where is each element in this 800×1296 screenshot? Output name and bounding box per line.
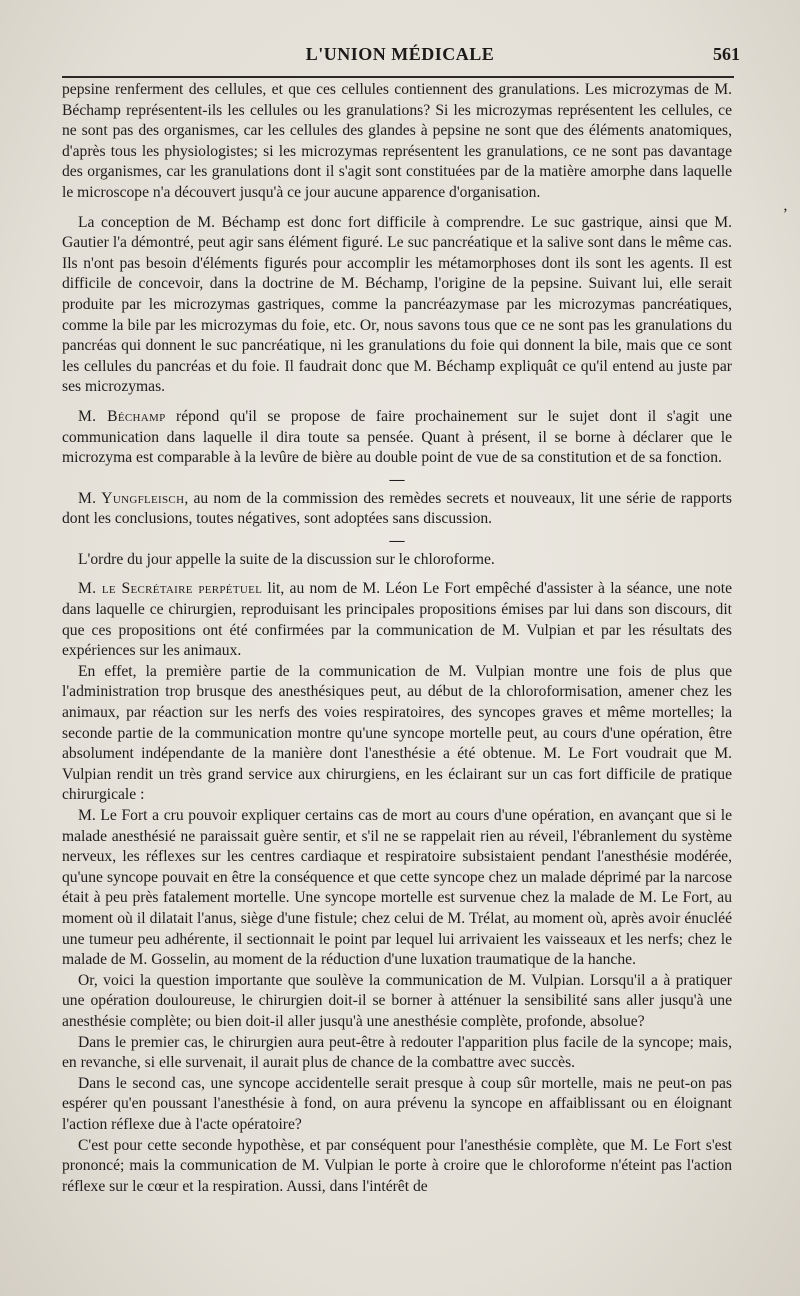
paragraph-vulpian-effet: En effet, la première partie de la communication de M. Vulpian montre une fois de plus que l'administration trop brusque des anesthésiques peut, au début de la chloroformisation, amener chez les animaux, par réaction sur les nerfs des voies respiratoires, des syncopes graves et même mortelles; la seconde partie de la communication montre qu'une syncope mortelle peut, au cours d'une opération, être absolument indépendante de la manière dont l'anesthésie a été obtenue. M. Le Fort voudrait que M. Vulpian rendit un très grand service aux chirurgiens, en les éclairant sur un cas fort difficile de pratique chirurgicale : <box>62 662 732 804</box>
paragraph-hypothese: C'est pour cette seconde hypothèse, et par conséquent pour l'anesthésie complète, que M. Le Fort s'est prononcé; mais la communication de M. Vulpian le porte à croire que le chloroforme n'éteint pas l'action réflexe sur le cœur et la respiration. Aussi, dans l'intérêt de <box>62 1136 732 1195</box>
paragraph-pepsine: pepsine renferment des cellules, et que ces cellules contiennent des granulations. Les microzymas de M. Béchamp représentent-ils les cellules ou les granulations? Si les microzymas représentent les cellules, ce ne sont pas des organismes, car les cellules des glandes à pepsine ne sont que des éléments anatomiques, d'après tous les physiologistes; si les microzymas représentent les granulations, ce ne sont pas davantage des organismes, car les granulations dont il s'agit sont constituées par de la matière amorphe dans laquelle le microscope n'a découvert jusqu'à ce jour aucune apparence d'organisation. <box>62 81 732 201</box>
page-number: 561 <box>713 44 740 64</box>
running-title: L'UNION MÉDICALE <box>305 44 495 64</box>
paragraph-text: répond qu'il se propose de faire prochainement sur le sujet dont il s'agit une communication dans laquelle il dira toute sa pensée. Quant à présent, il se borne à déclarer que le microzyma est comparable à la levûre de bière au double point de vue de sa constitution et de sa fonction. <box>62 407 733 467</box>
article-body <box>62 80 732 1197</box>
paragraph-premier-cas: Dans le premier cas, le chirurgien aura peut-être à redouter l'apparition plus facile de la syncope; mais, en revanche, si elle survenait, il aurait plus de chance de la combattre avec succès. <box>62 1033 732 1072</box>
section-separator: — <box>389 532 405 549</box>
paragraph-conception: La conception de M. Béchamp est donc fort difficile à comprendre. Le suc gastrique, ainsi que M. Gautier l'a démontré, peut agir sans élément figuré. Le suc pancréatique et la salive sont dans le même cas. Ils n'ont pas besoin d'éléments figurés pour accomplir les métamorphoses dont ils sont les agents. Il est difficile de concevoir, dans la doctrine de M. Béchamp, l'origine de la pepsine. Suivant lui, elle serait produite par les microzymas gastriques, comme la pancréazymase par les microzymas pancréatiques, comme la bile par les microzymas du foie, etc. Or, nous savons tous que ce ne sont pas les granulations du pancréas qui donnent le suc pancréatique, ni les granulations du foie qui donnent la bile, mais que ce sont les cellules du pancréas et du foie. Il faudrait donc que M. Béchamp expliquât ce qu'il entend au juste par ses microzymas. <box>62 213 732 396</box>
margin-mark: ʼ <box>782 206 788 223</box>
speaker-name: M. Béchamp <box>78 407 166 425</box>
paragraph-second-cas: Dans le second cas, une syncope accidentelle serait presque à coup sûr mortelle, mais ne peut-on pas espérer qu'en poussant l'anesthésie à fond, on aura prévenu la syncope en affaiblissant ou en éloignant l'action réflexe due à l'acte opératoire? <box>62 1074 732 1133</box>
page-header <box>60 44 740 74</box>
paragraph-text: , au nom de la commission des remèdes secrets et nouveaux, lit une série de rapports dont les conclusions, toutes négatives, sont adoptées sans discussion. <box>62 489 732 528</box>
speaker-name: M. le Secrétaire perpétuel <box>78 580 263 598</box>
paragraph-ordre-du-jour: L'ordre du jour appelle la suite de la discussion sur le chloroforme. <box>78 550 495 568</box>
paragraph-question: Or, voici la question importante que soulève la communication de M. Vulpian. Lorsqu'il a à pratiquer une opération douloureuse, le chirurgien doit-il se borner à atténuer la sensibilité sans aller jusqu'à une anesthésie complète; ou bien doit-il aller jusqu'à une anesthésie complète, profonde, absolue? <box>62 971 732 1030</box>
speaker-name: M. Yungfleisch <box>78 489 185 507</box>
header-rule <box>62 76 734 78</box>
paragraph-secretaire <box>62 579 732 661</box>
section-separator: — <box>389 471 405 488</box>
paragraph-yungfleisch <box>62 489 732 530</box>
paragraph-text: lit, au nom de M. Léon Le Fort empêché d'assister à la séance, une note dans laquelle ce chirurgien, reproduisant les principales propositions émises par lui dans son discours, dit que ces propositions ont été confirmées par la communication de M. Vulpian et par les résultats des expériences sur les animaux. <box>62 580 732 660</box>
paragraph-bechamp-reply <box>62 407 732 469</box>
paragraph-le-fort-cas: M. Le Fort a cru pouvoir expliquer certains cas de mort au cours d'une opération, en avançant que si le malade anesthésié ne paraissait guère sentir, et s'il ne se rappelait rien au réveil, l'ébranlement du système nerveux, les réflexes sur les centres cardiaque et respiratoire subsistaient pendant l'anesthésie modérée, qu'une syncope pouvait en être la conséquence et que cette syncope chez un malade déprimé par la narcose était à peu près fatalement mortelle. Une syncope mortelle est survenue chez la malade de M. Le Fort, au moment où il dilatait l'anus, siège d'une fistule; chez celui de M. Trélat, au moment où, après avoir énucléé une tumeur peu adhérente, il sectionnait le point par lequel lui arrivaient les vaisseaux et les nerfs; chez le malade de M. Gosselin, au moment de la réduction d'une luxation traumatique de la hanche. <box>62 807 732 969</box>
